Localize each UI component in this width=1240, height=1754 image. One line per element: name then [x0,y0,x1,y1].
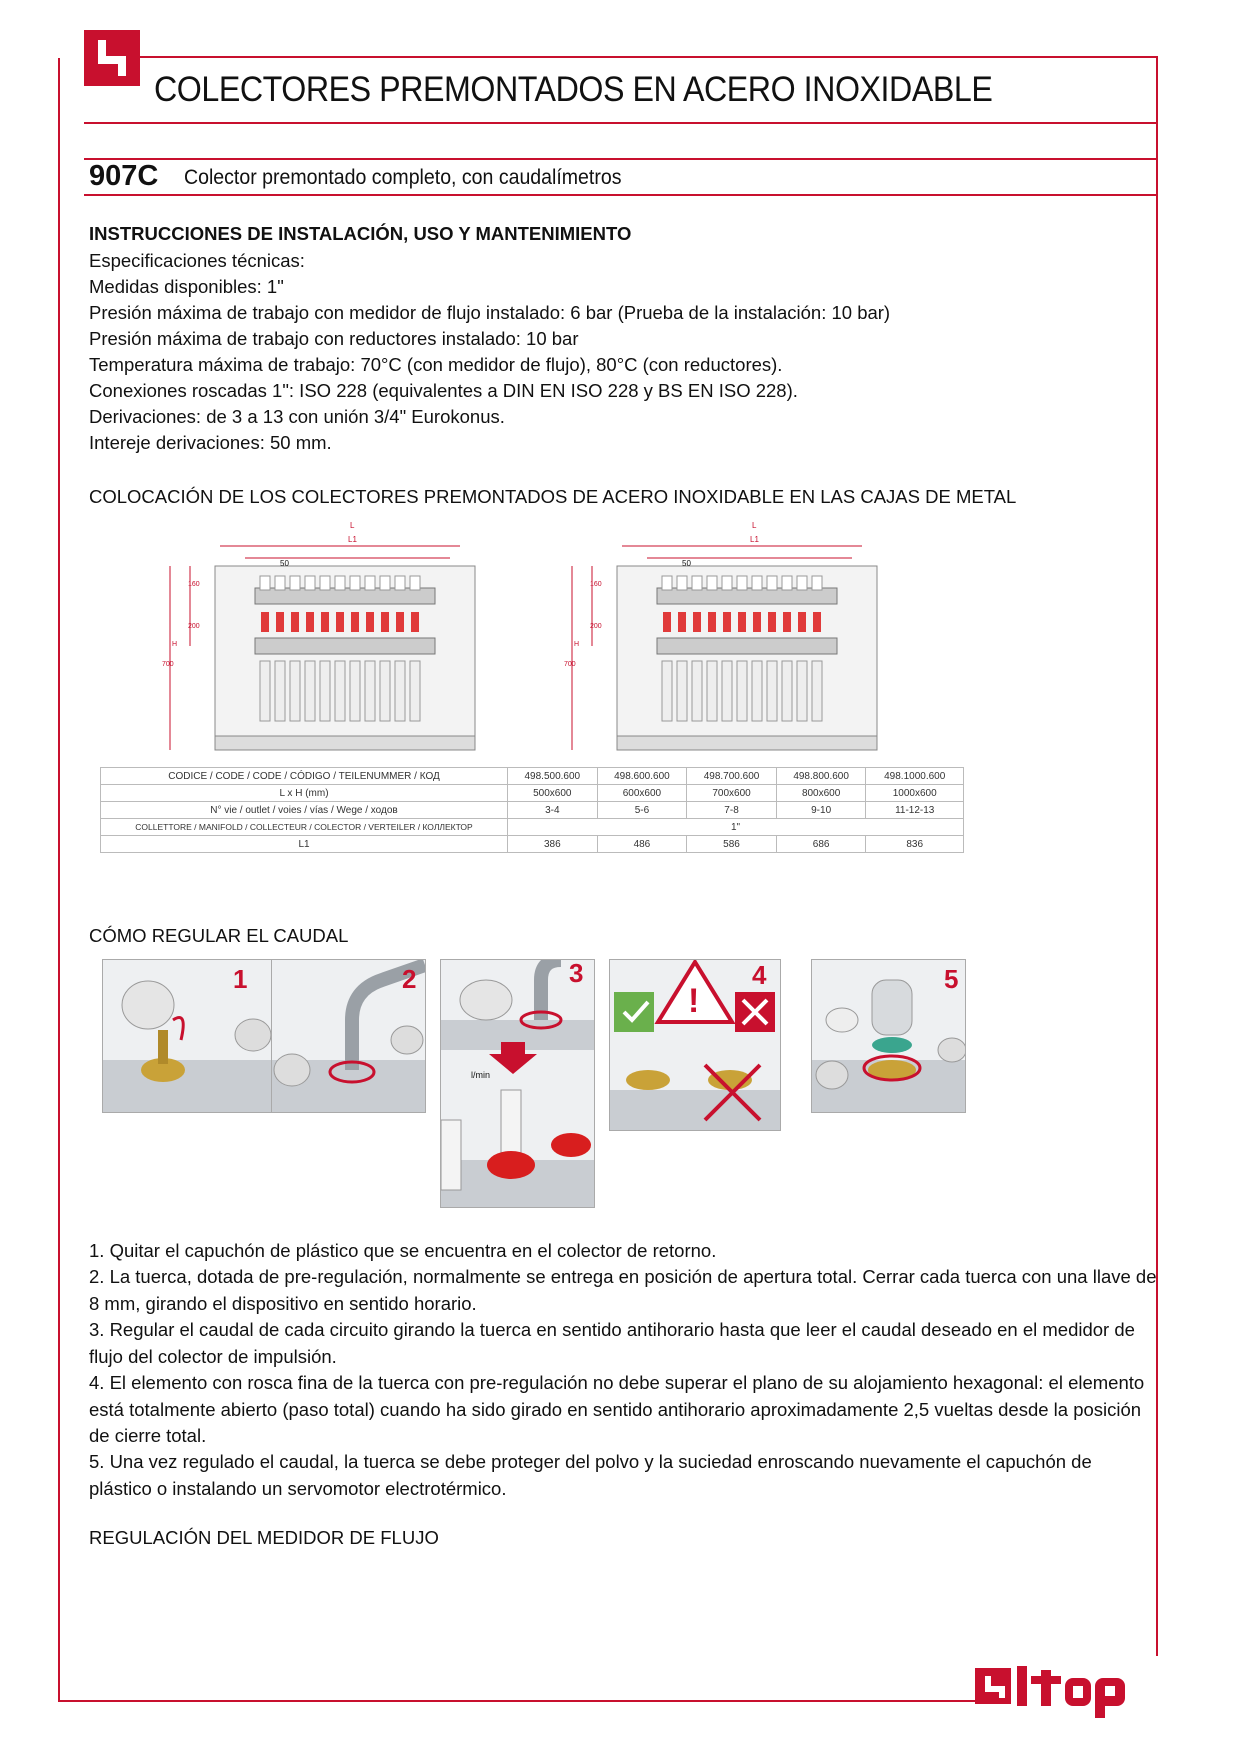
divider [84,122,1156,124]
table-row [101,768,964,785]
spec-line: Intereje derivaciones: 50 mm. [89,432,332,453]
step-text-5: 5. Una vez regulado el caudal, la tuerca se debe proteger del polvo y la suciedad enroscando nuevamente el capuchón de plástico o instalando un servomotor electrotérmico. [89,1451,1092,1499]
dim-160: 160 [590,581,602,588]
flow-heading: CÓMO REGULAR EL CAUDAL [89,925,349,946]
dim-200: 200 [188,623,200,630]
frame-bottom-line [58,1700,978,1702]
spec-line: Medidas disponibles: 1" [89,276,284,297]
brand-mark-icon [84,30,140,86]
spec-line: Derivaciones: de 3 a 13 con unión 3/4" Eurokonus. [89,406,505,427]
table-cell: 500x600 [508,785,598,802]
page-title: COLECTORES PREMONTADOS EN ACERO INOXIDABLE [154,70,993,109]
dim-700: 700 [564,661,576,668]
step-number: 1 [233,964,248,994]
table-cell: 800x600 [776,785,866,802]
spec-line: Presión máxima de trabajo con reductores instalado: 10 bar [89,328,579,349]
table-cell: 498.500.600 [508,768,598,785]
step-text-2: 2. La tuerca, dotada de pre-regulación, normalmente se entrega en posición de apertura total. Cerrar cada tuerca con una llave de 8 mm, girando el dispositivo en sentido horario. [89,1266,1157,1314]
frame-left-line [58,58,60,1702]
spec-line: Presión máxima de trabajo con medidor de flujo instalado: 6 bar (Prueba de la instalación: 10 bar) [89,302,891,323]
table-row [101,836,964,853]
instructions-heading: INSTRUCCIONES DE INSTALACIÓN, USO Y MANTENIMIENTO [89,223,632,244]
table-cell: 700x600 [687,785,777,802]
dim-H: H [574,641,580,648]
table-cell: 686 [776,836,866,853]
spec-line: Temperatura máxima de trabajo: 70°C (con medidor de flujo), 80°C (con reductores). [89,354,783,375]
step-number: 2 [402,964,417,994]
table-cell: CODICE / CODE / CODE / CÓDIGO / TEILENUMMER / КОД [101,768,508,785]
table-cell: 3-4 [508,802,598,819]
step-4-illustration [609,959,781,1131]
step-number: 3 [569,959,584,988]
itap-logo-icon [975,1662,1145,1718]
table-cell: 600x600 [597,785,687,802]
dim-700: 700 [162,661,174,668]
step-text-3: 3. Regular el caudal de cada circuito girando la tuerca en sentido antihorario hasta que leer el caudal deseado en el medidor de flujo del colector de impulsión. [89,1319,1135,1367]
spec-line: Especificaciones técnicas: [89,250,305,271]
divider [84,194,1156,196]
table-cell: 836 [866,836,964,853]
table-cell: 386 [508,836,598,853]
dim-L: L [752,521,757,530]
step-3-illustration [440,959,595,1208]
lmin-label: l/min [471,1070,491,1080]
step-number: 4 [752,960,767,990]
spec-line: Conexiones roscadas 1": ISO 228 (equivalentes a DIN EN ISO 228 y BS EN ISO 228). [89,380,798,401]
table-cell: 7-8 [687,802,777,819]
step-5-illustration [811,959,966,1113]
table-cell: 9-10 [776,802,866,819]
flowmeter-heading: REGULACIÓN DEL MEDIDOR DE FLUJO [89,1527,439,1548]
table-cell: 486 [597,836,687,853]
step-2-illustration [271,959,426,1113]
frame-top-line [138,56,1158,58]
table-row [101,802,964,819]
dim-L1: L1 [348,535,357,544]
table-cell: L x H (mm) [101,785,508,802]
step-number: 5 [944,964,959,994]
table-cell: 11-12-13 [866,802,964,819]
product-code: 907C [89,160,159,192]
table-row [101,785,964,802]
step-text-1: 1. Quitar el capuchón de plástico que se encuentra en el colector de retorno. [89,1240,717,1261]
table-cell: N° vie / outlet / voies / vías / Wege / ходов [101,802,508,819]
table-cell: COLLETTORE / MANIFOLD / COLLECTEUR / COLECTOR / VERTEILER / КОЛЛЕКТОР [101,819,508,836]
table-cell: 5-6 [597,802,687,819]
dim-L: L [350,521,355,530]
table-row [101,819,964,836]
dim-160: 160 [188,581,200,588]
table-cell: 586 [687,836,777,853]
table-cell: 498.700.600 [687,768,777,785]
dim-50: 50 [682,559,691,568]
step-1-illustration [102,959,274,1113]
cabinet-drawing-left [160,516,495,756]
table-cell: 498.1000.600 [866,768,964,785]
table-cell: 1" [508,819,964,836]
divider [84,158,1156,160]
table-cell: L1 [101,836,508,853]
dim-200: 200 [590,623,602,630]
dim-L1: L1 [750,535,759,544]
cabinet-drawing-right [562,516,897,756]
product-subtitle: Colector premontado completo, con caudalímetros [184,166,622,189]
spec-table [100,767,964,853]
table-cell: 1000x600 [866,785,964,802]
dim-50: 50 [280,559,289,568]
placement-heading: COLOCACIÓN DE LOS COLECTORES PREMONTADOS DE ACERO INOXIDABLE EN LAS CAJAS DE METAL [89,486,1017,507]
step-text-4: 4. El elemento con rosca fina de la tuerca con pre-regulación no debe superar el plano de su alojamiento hexagonal: el elemento está totalmente abierto (paso total) cuando ha sido girado en sentido antihorario aproximadamente 2,5 vueltas desde la posición de cierre total. [89,1372,1145,1446]
table-cell: 498.800.600 [776,768,866,785]
dim-H: H [172,641,178,648]
svg-text:!: ! [688,982,700,1020]
table-cell: 498.600.600 [597,768,687,785]
